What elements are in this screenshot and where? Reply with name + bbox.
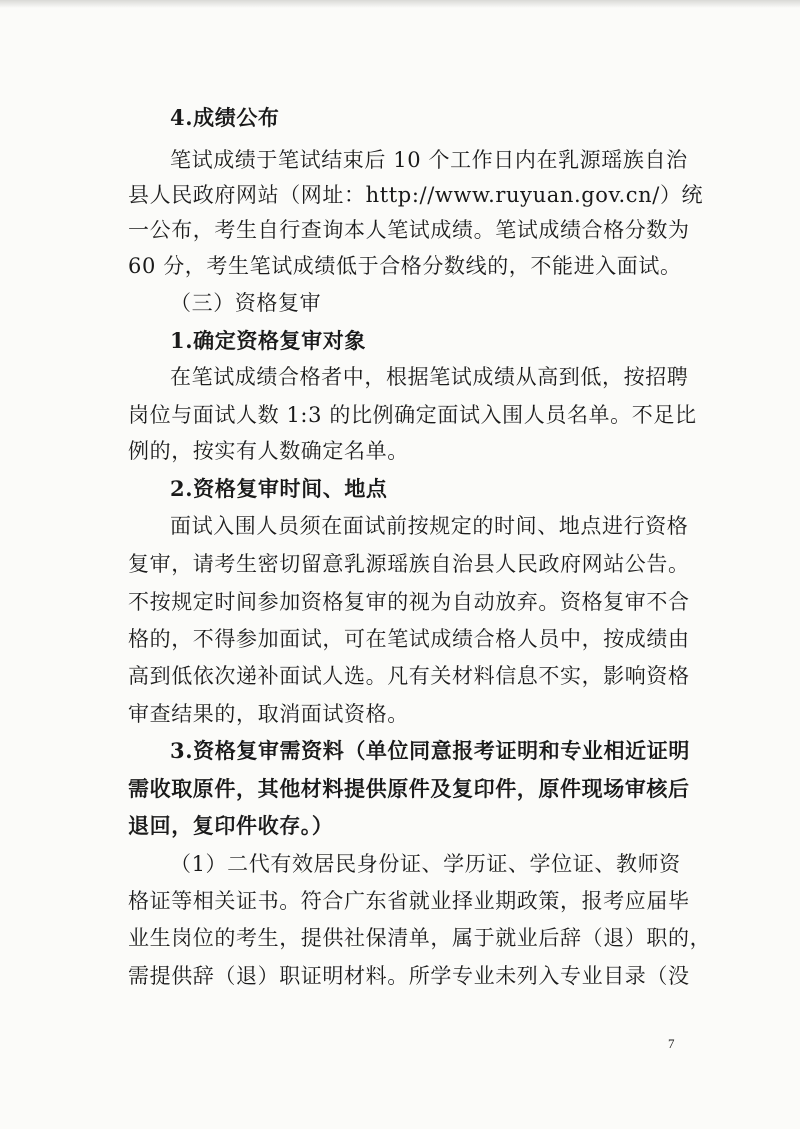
heading-2-time-place: 2.资格复审时间、地点	[170, 476, 388, 501]
paragraph-line: 复审，请考生密切留意乳源瑶族自治县人民政府网站公告。	[128, 552, 690, 576]
heading-4-results: 4.成绩公布	[170, 105, 280, 130]
paragraph-line: 笔试成绩于笔试结束后 10 个工作日内在乳源瑶族自治	[170, 148, 688, 172]
paragraph-line: 60 分，考生笔试成绩低于合格分数线的，不能进入面试。	[128, 254, 682, 278]
paragraph-line: 业生岗位的考生，提供社保清单，属于就业后辞（退）职的，	[128, 926, 712, 950]
paragraph-line: 不按规定时间参加资格复审的视为自动放弃。资格复审不合	[128, 590, 690, 614]
paragraph-line: 县人民政府网站（网址：http://www.ruyuan.gov.cn/）统	[128, 183, 704, 207]
heading-3-materials: 3.资格复审需资料（单位同意报考证明和专业相近证明	[170, 738, 690, 763]
paragraph-line: 例的，按实有人数确定名单。	[128, 439, 409, 463]
page-number: 7	[668, 1036, 675, 1051]
heading-3-materials-cont: 退回，复印件收存。）	[128, 813, 334, 838]
paragraph-line: 审查结果的，取消面试资格。	[128, 702, 409, 726]
heading-1-review-target: 1.确定资格复审对象	[170, 328, 366, 353]
paragraph-line: 面试入围人员须在面试前按规定的时间、地点进行资格	[170, 514, 689, 538]
list-item-1: （1）二代有效居民身份证、学历证、学位证、教师资	[170, 852, 681, 876]
paragraph-line: 在笔试成绩合格者中，根据笔试成绩从高到低，按招聘	[170, 365, 689, 389]
paragraph-line: 高到低依次递补面试人选。凡有关材料信息不实，影响资格	[128, 664, 690, 688]
scan-edge	[0, 0, 800, 8]
paragraph-line: 一公布，考生自行查询本人笔试成绩。笔试成绩合格分数为	[128, 218, 690, 242]
paragraph-line: 岗位与面试人数 1:3 的比例确定面试入围人员名单。不足比	[128, 403, 697, 427]
section-heading-3: （三）资格复审	[170, 291, 322, 315]
paragraph-line: 格的，不得参加面试，可在笔试成绩合格人员中，按成绩由	[128, 627, 690, 651]
paragraph-line: 格证等相关证书。符合广东省就业择业期政策，报考应届毕	[128, 889, 690, 913]
heading-3-materials-cont: 需收取原件，其他材料提供原件及复印件，原件现场审核后	[128, 776, 690, 801]
paragraph-line: 需提供辞（退）职证明材料。所学专业未列入专业目录（没	[128, 964, 690, 988]
